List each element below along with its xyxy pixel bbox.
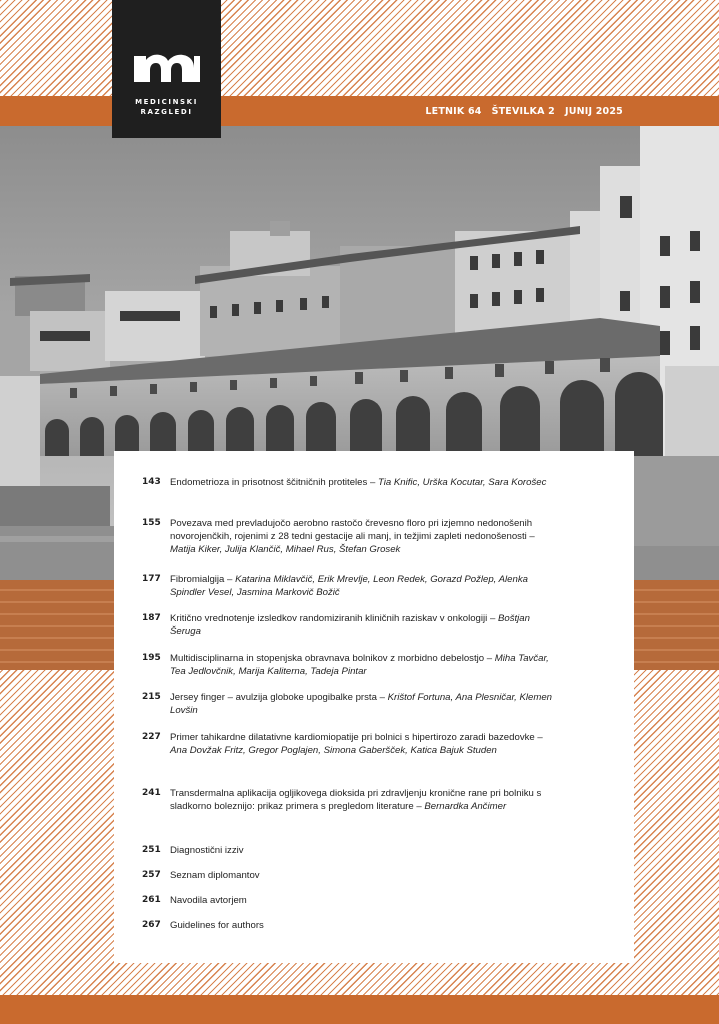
toc-authors: Bernardka Ančimer — [424, 801, 507, 813]
toc-authors: Miha Tavčar, Tea Jedlovčnik, Marija Kaliterna, Tadeja Pintar — [170, 653, 549, 678]
toc-item[interactable] — [142, 476, 552, 489]
logo-name-line2: RAZGLEDI — [140, 108, 193, 116]
issue-label: ŠTEVILKA 2 — [491, 105, 555, 117]
toc-title: Povezava med prevladujočo aerobno rastočo črevesno floro pri izjemno nedonošenih novorojenčkih, rojenimi z 28 tedni gestacije ali manj, in težjimi zapleti nedonošenosti — [170, 518, 533, 543]
toc-page-number: 261 — [142, 895, 161, 905]
toc-separator: – — [484, 653, 495, 664]
toc-page-number: 195 — [142, 653, 161, 663]
toc-item[interactable] — [142, 652, 552, 678]
toc-item[interactable] — [142, 517, 552, 557]
toc-page-number: 215 — [142, 692, 161, 702]
toc-authors: Boštjan Šeruga — [170, 613, 530, 638]
toc-title: Fibromialgija — [170, 574, 225, 585]
toc-separator: – — [487, 613, 498, 624]
toc-title: Seznam diplomantov — [170, 870, 260, 881]
toc-title: Jersey finger – avulzija globoke upogibalke prsta — [170, 692, 377, 703]
footer-band — [0, 995, 719, 1024]
toc-authors: Ana Dovžak Fritz, Gregor Poglajen, Simona Gaberšček, Katica Bajuk Studen — [170, 745, 497, 757]
toc-title: Endometrioza in prisotnost ščitničnih protiteles — [170, 477, 368, 488]
volume-label: LETNIK 64 — [425, 105, 482, 117]
toc-item[interactable] — [142, 869, 552, 882]
toc-item[interactable] — [142, 573, 552, 599]
table-of-contents — [114, 451, 634, 963]
toc-item[interactable] — [142, 919, 552, 932]
toc-item[interactable] — [142, 844, 552, 857]
toc-page-number: 241 — [142, 788, 161, 798]
journal-logo — [112, 0, 221, 138]
toc-authors: Krištof Fortuna, Ana Plesničar, Klemen Lovšin — [170, 692, 553, 717]
toc-title: Kritično vrednotenje izsledkov randomiziranih kliničnih raziskav v onkologiji — [170, 613, 488, 624]
toc-separator: – — [413, 801, 425, 813]
toc-page-number: 251 — [142, 845, 161, 855]
toc-title: Guidelines for authors — [170, 920, 264, 931]
toc-separator: – — [376, 692, 388, 703]
toc-page-number: 257 — [142, 870, 161, 880]
date-label: JUNIJ 2025 — [564, 105, 623, 117]
toc-page-number: 187 — [142, 613, 161, 623]
toc-item[interactable] — [142, 731, 552, 757]
toc-item[interactable] — [142, 691, 552, 717]
toc-separator: – — [534, 732, 543, 743]
toc-separator: – — [224, 574, 236, 585]
toc-title: Navodila avtorjem — [170, 895, 247, 906]
toc-separator: – — [367, 477, 378, 488]
toc-page-number: 155 — [142, 518, 161, 528]
toc-item[interactable] — [142, 787, 552, 813]
toc-item[interactable] — [142, 612, 552, 638]
toc-page-number: 227 — [142, 732, 161, 742]
logo-name-line1: MEDICINSKI — [135, 98, 198, 106]
logo-mark-icon — [112, 34, 221, 94]
toc-authors: Matija Kiker, Julija Klančič, Mihael Rus, Štefan Grosek — [170, 544, 401, 556]
toc-authors: Tia Knific, Urška Kocutar, Sara Korošec — [377, 477, 547, 488]
toc-page-number: 143 — [142, 477, 161, 487]
toc-title: Diagnostični izziv — [170, 845, 244, 856]
toc-title: Multidisciplinarna in stopenjska obravnava bolnikov z morbidno debelostjo — [170, 653, 485, 664]
toc-separator: – — [526, 531, 535, 543]
toc-authors: Katarina Miklavčič, Erik Mrevlje, Leon Redek, Gorazd Požlep, Alenka Spindler Vesel, Jasmina Markovič Božič — [170, 574, 528, 599]
toc-page-number: 177 — [142, 574, 161, 584]
toc-title: Primer tahikardne dilatativne kardiomiopatije pri bolnici s hipertirozo zaradi bazedovke — [170, 732, 535, 743]
toc-title: Transdermalna aplikacija ogljikovega dioksida pri zdravljenju kronične rane pri bolniku s sladkorno boleznijo: prikaz primera s pregledom literature — [170, 788, 542, 813]
toc-page-number: 267 — [142, 920, 161, 930]
toc-item[interactable] — [142, 894, 552, 907]
issue-info — [425, 96, 623, 126]
